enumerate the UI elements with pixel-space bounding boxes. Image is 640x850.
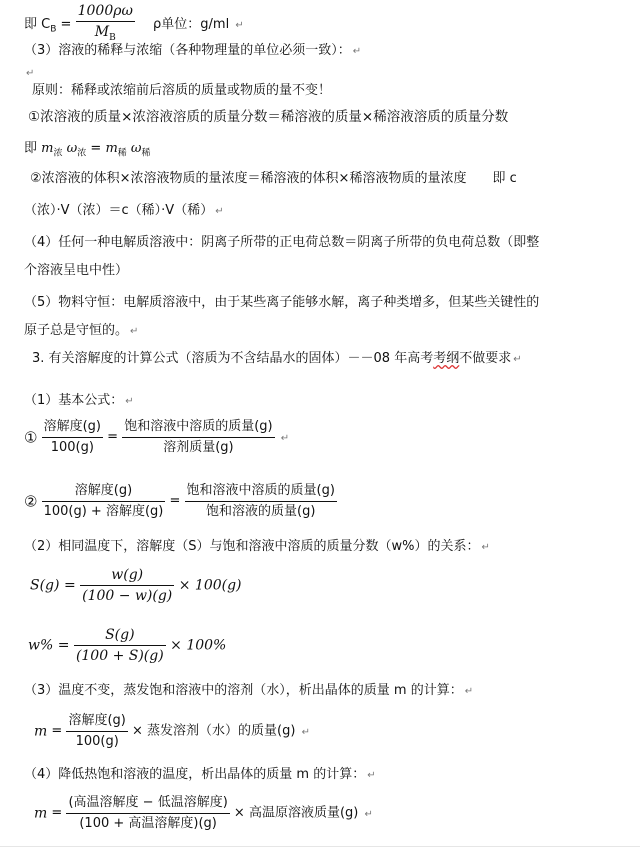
equals-sign: = <box>90 141 106 156</box>
return-mark: ↵ <box>301 727 310 738</box>
numerator: 溶解度(g) <box>66 712 127 732</box>
return-mark: ↵ <box>464 686 474 697</box>
variable <box>105 141 127 159</box>
subscript: 稀 <box>141 148 151 159</box>
formula-rhs: × 蒸发溶剂（水）的质量(g) <box>132 723 296 739</box>
equals-sign: = <box>51 723 63 739</box>
denominator: 100(g) <box>75 734 119 749</box>
paragraph-line <box>24 202 224 221</box>
text: （2）相同温度下，溶解度（S）与饱和溶液中溶质的质量分数（w%）的关系： <box>24 539 480 554</box>
equals-sign: = <box>51 805 63 821</box>
denominator: (100 + S)(g) <box>75 648 164 664</box>
formula-rhs: × 100(g) <box>178 577 242 594</box>
text: （3）温度不变，蒸发饱和溶液中的溶剂（水），析出晶体的质量 m 的计算： <box>24 683 463 698</box>
equals-sign: = <box>107 429 119 445</box>
text: 原则：稀释或浓缩前后溶质的质量或物质的量不变！ <box>32 83 332 98</box>
return-mark: ↵ <box>513 354 522 365</box>
paragraph-line <box>24 322 138 341</box>
text: 原子总是守恒的。 <box>24 323 129 338</box>
return-mark: ↵ <box>280 433 290 444</box>
numerator: 饱和溶液中溶质的质量(g) <box>122 418 274 438</box>
numerator: (高温溶解度 − 低温溶解度) <box>66 794 229 814</box>
subscript: 浓 <box>77 148 87 159</box>
formula-label: ① <box>24 428 38 447</box>
formula-cooling <box>34 794 373 833</box>
text: （3）溶液的稀释与浓缩（各种物理量的单位必须一致）： <box>24 43 351 58</box>
return-mark: ↵ <box>215 206 224 217</box>
unit-note: ρ单位：g/ml <box>153 16 230 32</box>
denominator: 100(g) <box>50 440 94 455</box>
denominator-main: M <box>94 24 110 40</box>
fraction <box>42 418 103 457</box>
numerator: 饱和溶液中溶质的质量(g) <box>185 482 337 502</box>
mass-relation-formula <box>24 140 151 163</box>
return-mark: ↵ <box>367 770 376 781</box>
paragraph-line <box>24 682 473 701</box>
variable <box>66 141 87 159</box>
subscript: B <box>50 24 57 35</box>
formula-rhs: × 高温原溶液质量(g) <box>233 805 359 821</box>
numerator: w(g) <box>80 566 174 586</box>
fraction <box>66 712 127 751</box>
paragraph-line <box>24 538 490 557</box>
empty-line <box>24 64 34 83</box>
text: （5）物料守恒：电解质溶液中，由于某些离子能够水解，离子种类增多，但某些关键性的 <box>24 295 540 310</box>
variable <box>41 141 63 159</box>
formula-s-from-w <box>30 566 242 605</box>
fraction <box>74 626 166 665</box>
equals-sign: = <box>60 16 72 32</box>
text: ②浓溶液的体积×浓溶液物质的量浓度＝稀溶液的体积×稀溶液物质的量浓度 即 c <box>30 171 517 186</box>
fraction <box>66 794 229 833</box>
paragraph-line <box>30 170 517 188</box>
text: （浓）·V（浓）＝c（稀）·V（稀） <box>24 203 214 218</box>
variable-symbol: ω <box>130 141 142 156</box>
formula-lhs: w% <box>28 637 54 654</box>
subscript: 浓 <box>53 148 63 159</box>
return-mark: ↵ <box>130 326 139 337</box>
paragraph-line <box>32 82 331 100</box>
formula-w-from-s <box>28 626 226 665</box>
text: （4）任何一种电解质溶液中：阴离子所带的正电荷总数＝阴离子所带的负电荷总数（即整 <box>24 235 540 250</box>
formula-lhs: S(g) <box>30 577 60 594</box>
formula-evaporation <box>34 712 310 751</box>
formula-concentration <box>24 2 244 47</box>
return-mark: ↵ <box>481 542 490 553</box>
denominator: (100 + 高温溶解度)(g) <box>79 816 217 831</box>
fraction <box>42 482 166 521</box>
formula-rhs: × 100% <box>170 637 227 654</box>
spellcheck-word: 考纲 <box>433 351 460 366</box>
numerator: 溶解度(g) <box>42 482 166 502</box>
formula-solubility-2 <box>24 482 337 521</box>
variable-symbol: ω <box>66 141 78 156</box>
return-mark: ↵ <box>125 396 134 407</box>
divider <box>0 846 640 847</box>
return-mark: ↵ <box>364 809 373 820</box>
variable <box>130 141 151 159</box>
formula-lhs: m <box>34 805 48 822</box>
denominator: 溶剂质量(g) <box>163 440 234 455</box>
text: （4）降低热饱和溶液的温度，析出晶体的质量 m 的计算： <box>24 767 366 782</box>
fraction <box>80 566 174 605</box>
formula-prefix: 即 <box>24 141 38 156</box>
formula-prefix: 即 C <box>24 16 51 32</box>
formula-label: ② <box>24 492 38 511</box>
section-heading <box>32 350 522 369</box>
paragraph-line <box>24 392 134 411</box>
denominator: 饱和溶液的质量(g) <box>206 504 316 519</box>
text: （1）基本公式： <box>24 393 124 408</box>
denominator: 100(g) + 溶解度(g) <box>43 504 164 519</box>
paragraph-line <box>28 108 508 126</box>
paragraph-line <box>24 42 361 61</box>
variable-symbol: m <box>105 141 118 156</box>
return-mark: ↵ <box>352 46 362 57</box>
numerator: S(g) <box>74 626 166 646</box>
numerator: 1000ρω <box>76 2 135 22</box>
equals-sign: = <box>169 493 181 509</box>
paragraph-line <box>24 262 128 280</box>
paragraph-line <box>24 766 376 785</box>
return-mark: ↵ <box>235 19 244 31</box>
equals-sign: = <box>63 577 76 594</box>
subscript: 稀 <box>117 148 127 159</box>
subscript: B <box>109 32 116 43</box>
text: ①浓溶液的质量×浓溶液溶质的质量分数＝稀溶液的质量×稀溶液溶质的质量分数 <box>28 109 509 125</box>
fraction <box>122 418 274 457</box>
denominator: (100 − w)(g) <box>82 588 173 604</box>
text: 3. 有关溶解度的计算公式（溶质为不含结晶水的固体）－－08 年高考 <box>32 351 434 366</box>
fraction <box>76 2 135 47</box>
text: 不做要求 <box>459 351 512 366</box>
numerator: 溶解度(g) <box>42 418 103 438</box>
return-mark: ↵ <box>26 68 35 79</box>
formula-lhs: m <box>34 723 48 740</box>
equals-sign: = <box>57 637 70 654</box>
paragraph-line <box>24 294 539 312</box>
variable-symbol: m <box>41 141 54 156</box>
fraction <box>185 482 337 521</box>
paragraph-line <box>24 234 539 252</box>
text: 个溶液呈电中性） <box>24 263 129 278</box>
formula-solubility-1 <box>24 418 289 457</box>
